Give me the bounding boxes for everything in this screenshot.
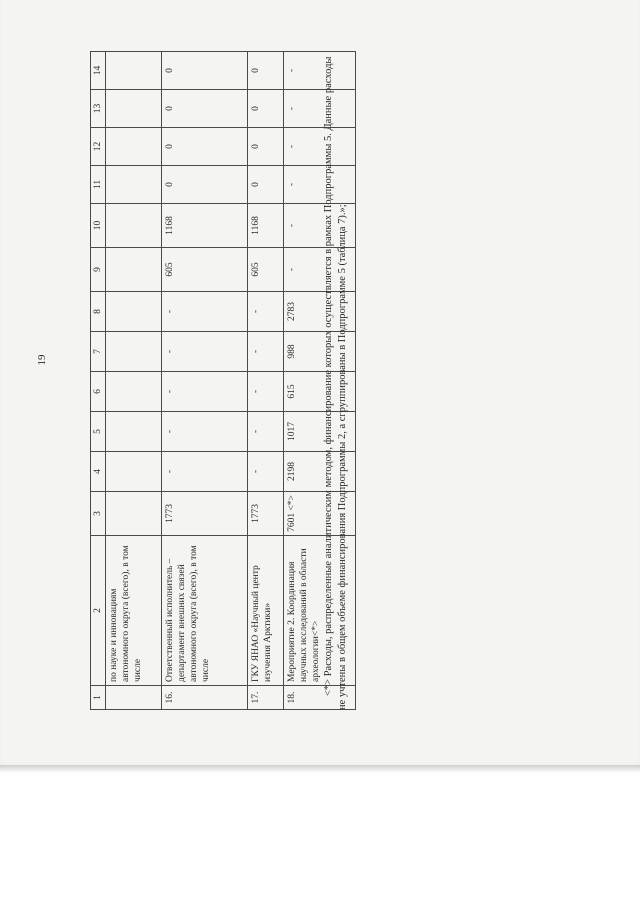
value-cell: -: [248, 372, 284, 412]
footnote: <*> Расходы, распределенные аналитическим методом, финансирование которых осуществляется в рамках Подпрограммы 5. Данные расходы не учтены в общем объеме финансирования Подпрограммы 2, а сгруппированы в Подпрограмме 5 (таблица 7).»;: [323, 56, 348, 710]
row-number: 18.: [284, 686, 356, 710]
value-cell: 0: [162, 166, 248, 204]
value-cell: 1773: [162, 492, 248, 536]
header-cell: 13: [91, 90, 106, 128]
value-cell: -: [248, 412, 284, 452]
header-cell: 8: [91, 292, 106, 332]
header-cell: 1: [91, 686, 106, 710]
header-cell: 4: [91, 452, 106, 492]
row-name: по науке и инновациям автономного округа (всего), в том числе: [106, 536, 162, 686]
value-cell: 7601 <*>: [284, 492, 356, 536]
value-cell: -: [162, 372, 248, 412]
value-cell: 1168: [162, 204, 248, 248]
header-cell: 3: [91, 492, 106, 536]
value-cell: [106, 452, 162, 492]
value-cell: -: [284, 166, 356, 204]
value-cell: [106, 332, 162, 372]
value-cell: [106, 292, 162, 332]
table-row: [106, 52, 162, 710]
value-cell: 0: [248, 90, 284, 128]
value-cell: [106, 166, 162, 204]
financing-table: [90, 51, 356, 710]
value-cell: 2198: [284, 452, 356, 492]
value-cell: -: [284, 248, 356, 292]
value-cell: -: [248, 292, 284, 332]
value-cell: -: [284, 90, 356, 128]
value-cell: 0: [248, 128, 284, 166]
value-cell: [106, 90, 162, 128]
value-cell: -: [162, 332, 248, 372]
value-cell: -: [248, 332, 284, 372]
value-cell: 605: [162, 248, 248, 292]
value-cell: -: [248, 452, 284, 492]
row-name: Ответственный исполнитель – департамент внешних связей автономного округа (всего), в том числе: [162, 536, 248, 686]
value-cell: 0: [162, 128, 248, 166]
value-cell: [106, 492, 162, 536]
value-cell: -: [162, 292, 248, 332]
value-cell: 1017: [284, 412, 356, 452]
value-cell: 0: [162, 90, 248, 128]
row-number: 16.: [162, 686, 248, 710]
header-cell: 14: [91, 52, 106, 90]
value-cell: [106, 412, 162, 452]
value-cell: -: [284, 128, 356, 166]
page-edge-shadow: [0, 765, 640, 773]
value-cell: 2783: [284, 292, 356, 332]
header-cell: 10: [91, 204, 106, 248]
row-number: [106, 686, 162, 710]
value-cell: 1773: [248, 492, 284, 536]
page-number: 19: [36, 354, 48, 366]
header-row: [91, 52, 106, 710]
value-cell: -: [284, 204, 356, 248]
row-name: ГКУ ЯНАО «Научный центр изучения Арктики»: [248, 536, 284, 686]
header-cell: 6: [91, 372, 106, 412]
table-row: [162, 52, 248, 710]
row-number: 17.: [248, 686, 284, 710]
value-cell: 988: [284, 332, 356, 372]
value-cell: -: [162, 452, 248, 492]
value-cell: [106, 372, 162, 412]
value-cell: 1168: [248, 204, 284, 248]
header-cell: 11: [91, 166, 106, 204]
value-cell: -: [162, 412, 248, 452]
header-cell: 7: [91, 332, 106, 372]
value-cell: 0: [162, 52, 248, 90]
table-row: [248, 52, 284, 710]
value-cell: 615: [284, 372, 356, 412]
value-cell: [106, 52, 162, 90]
header-cell: 5: [91, 412, 106, 452]
table-body: [91, 52, 356, 710]
value-cell: [106, 248, 162, 292]
value-cell: [106, 204, 162, 248]
value-cell: 0: [248, 166, 284, 204]
value-cell: -: [284, 52, 356, 90]
header-cell: 12: [91, 128, 106, 166]
value-cell: 0: [248, 52, 284, 90]
value-cell: [106, 128, 162, 166]
header-cell: 9: [91, 248, 106, 292]
value-cell: 605: [248, 248, 284, 292]
row-name: Мероприятие 2. Координация научных исследований в области археологии<*>: [284, 536, 356, 686]
header-cell: 2: [91, 536, 106, 686]
